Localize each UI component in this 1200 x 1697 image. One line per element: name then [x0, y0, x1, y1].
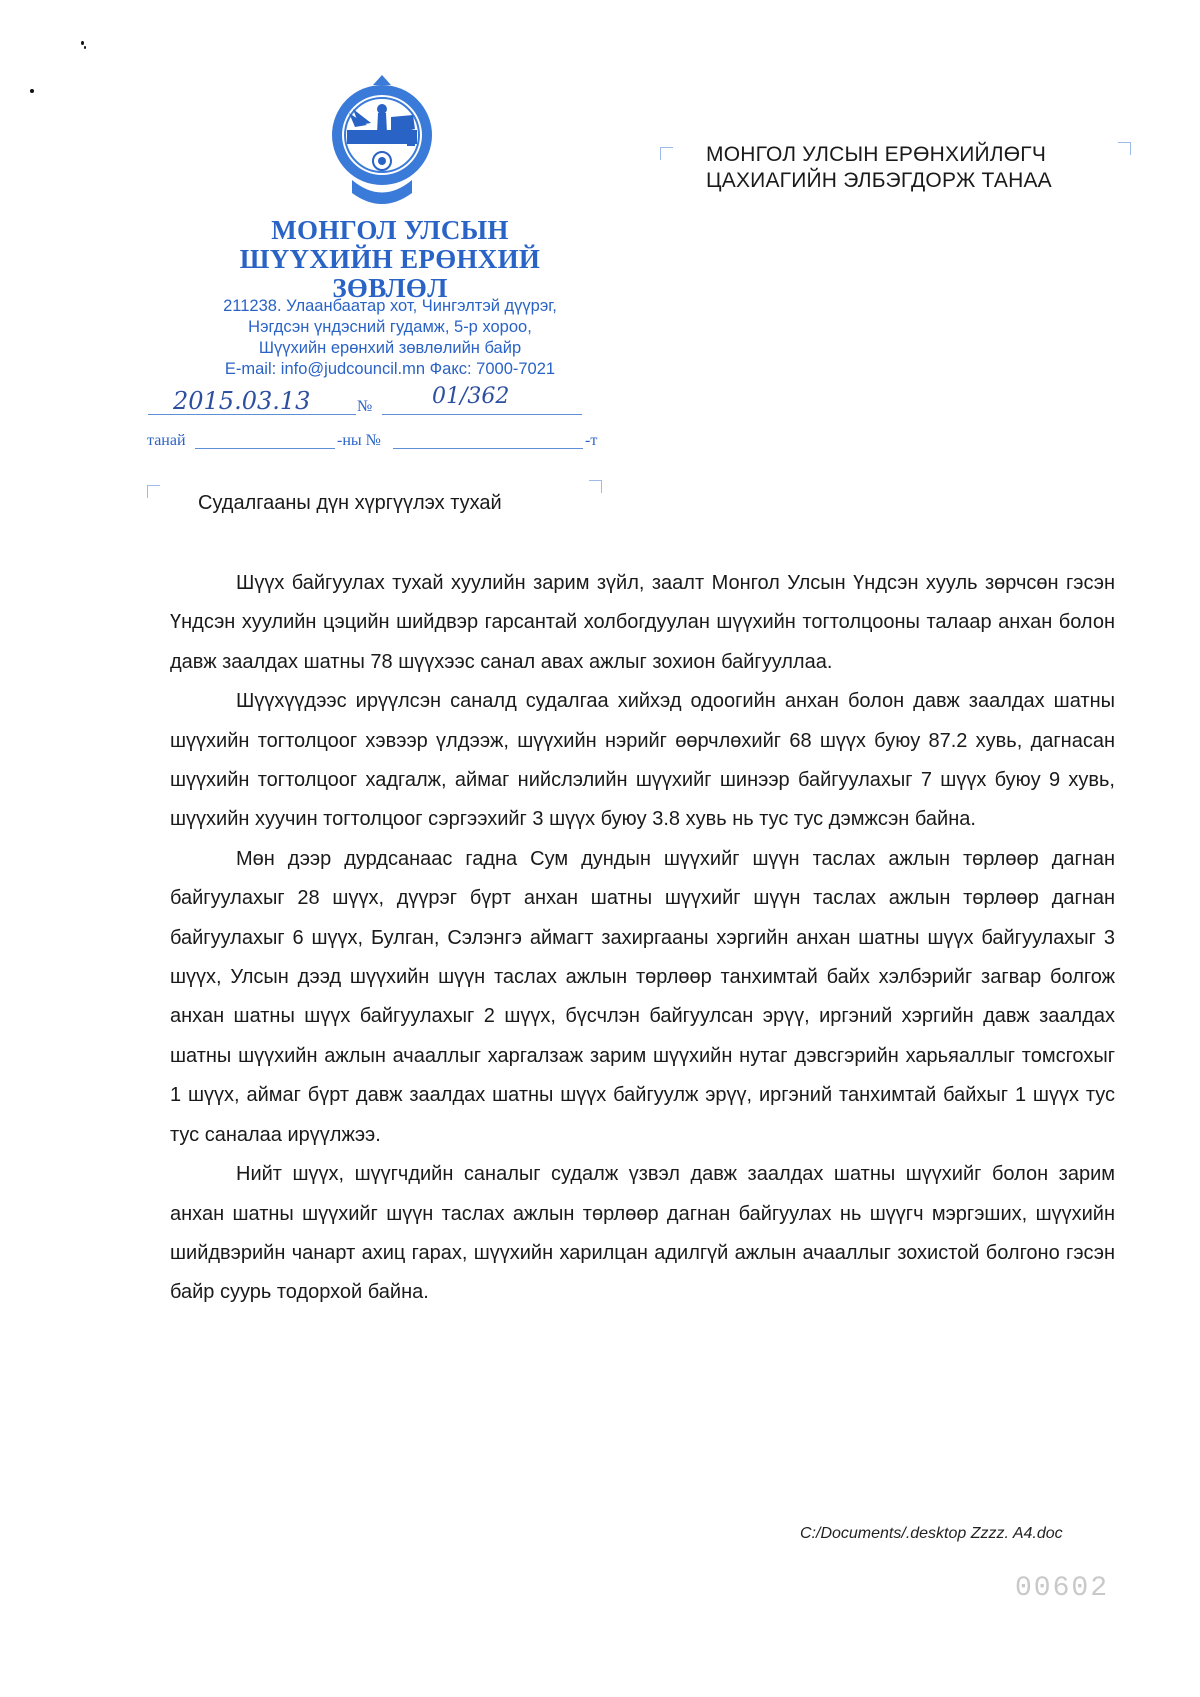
organization-name — [185, 216, 595, 303]
number-underline — [382, 414, 582, 415]
yours-label: танай — [147, 432, 186, 449]
ny-number-label: -ны № — [337, 432, 381, 449]
body-paragraph: Нийт шүүх, шүүгчдийн саналыг судалж үзвэл давж заалдах шатны шүүхийг болон зарим анхан шатны шүүхийг шүүн таслах ажлын төрлөөр дагнан байгуулах нь шүүгч мэргэших, шүүхийн шийдвэрийн чанарт ахиц гарах, шүүхийн харилцан адилгүй ажлын ачааллыг зохистой болгоно гэсэн байр суурь тодорхой байна. — [170, 1163, 1115, 1304]
ny-number-underline — [393, 448, 583, 449]
number-sign: № — [357, 398, 373, 415]
file-path-footer: C:/Documents/.desktop Zzzz. A4.doc — [800, 1525, 1063, 1542]
address-line: Шүүхийн ерөнхий зөвлөлийн байр — [258, 339, 522, 357]
recipient-corner-right — [1118, 142, 1131, 155]
organization-name-line1: МОНГОЛ УЛСЫН — [271, 215, 509, 245]
subject-corner-left — [147, 485, 160, 498]
handwritten-number: 01/362 — [432, 384, 510, 409]
page-stamp-number: 00602 — [1015, 1573, 1110, 1604]
subject-line: Судалгааны дүн хүргүүлэх тухай — [198, 492, 502, 514]
scan-speck — [84, 46, 86, 49]
recipient-corner-left — [660, 147, 673, 160]
body-paragraph: Мөн дээр дурдсанаас гадна Сум дундын шүүхийг шүүн таслах ажлын төрлөөр дагнан байгуулахыг 28 шүүх, дүүрэг бүрт анхан шатны шүүхийг шүүн таслах ажлын төрлөөр дагнан байгуулахыг 6 шүүх, Булган, Сэлэнгэ аймагт захиргааны хэргийн анхан шатны шүүх байгуулахыг 3 шүүх, Улсын дээд шүүхийн шүүн таслах ажлын төрлөөр танхимтай байх хэлбэрийг загвар болгож анхан шатны шүүх байгуулахыг 2 шүүх, бүсчлэн байгуулсан эрүү, иргэний хэргийн давж заалдах шатны шүүхийн ажлын ачааллыг харгалзаж зарим шүүхийн нутаг дэвсгэрийн харьяаллыг томсгохыг 1 шүүх, аймаг бүрт давж заалдах шатны шүүх байгуулж эрүү, иргэний танхимтай байхыг 1 шүүх тус тус саналаа ирүүлжээ. — [170, 847, 1115, 1146]
recipient-line2: ЦАХИАГИЙН ЭЛБЭГДОРЖ ТАНАА — [706, 169, 1052, 192]
organization-name-line2: ШҮҮХИЙН ЕРӨНХИЙ ЗӨВЛӨЛ — [239, 244, 541, 303]
contact-line: E-mail: info@judcouncil.mn Факс: 7000-7021 — [224, 360, 556, 378]
organization-address — [160, 296, 620, 380]
yours-underline — [195, 448, 335, 449]
address-line: Нэгдсэн үндэсний гудамж, 5-р хороо, — [248, 318, 532, 336]
suffix-label: -т — [585, 432, 598, 449]
scan-speck — [30, 89, 34, 93]
address-line: 211238. Улаанбаатар хот, Чингэлтэй дүүрэг, — [223, 297, 557, 315]
body-paragraph: Шүүхүүдээс ирүүлсэн саналд судалгаа хийхэд одоогийн анхан болон давж заалдах шатны шүүхийн тогтолцоог хэвээр үлдээж, шүүхийн нэрийг өөрчлөхийг 68 шүүх буюу 87.2 хувь, дагнасан шүүхийн тогтолцоог хадгалж, аймаг нийслэлийн шүүхийг шинээр байгуулахыг 7 шүүх буюу 9 хувь, шүүхийн хуучин тогтолцоог сэргээхийг 3 шүүх буюу 3.8 хувь нь тус тус дэмжсэн байна. — [170, 690, 1115, 831]
state-emblem-icon — [327, 75, 437, 210]
letter-body — [170, 564, 1115, 1313]
body-paragraph: Шүүх байгуулах тухай хуулийн зарим зүйл, заалт Монгол Улсын Үндсэн хууль зөрчсөн гэсэн Үндсэн хуулийн цэцийн шийдвэр гарсантай холбогдуулан шүүхийн тогтолцооны талаар анхан болон давж заалдах шатны 78 шүүхээс санал авах ажлыг зохион байгууллаа. — [170, 572, 1115, 673]
scan-speck — [81, 41, 84, 45]
handwritten-date: 2015.03.13 — [173, 387, 311, 415]
recipient-line1: МОНГОЛ УЛСЫН ЕРӨНХИЙЛӨГЧ — [706, 143, 1047, 166]
recipient — [706, 142, 1052, 194]
subject-corner-right — [589, 480, 602, 493]
